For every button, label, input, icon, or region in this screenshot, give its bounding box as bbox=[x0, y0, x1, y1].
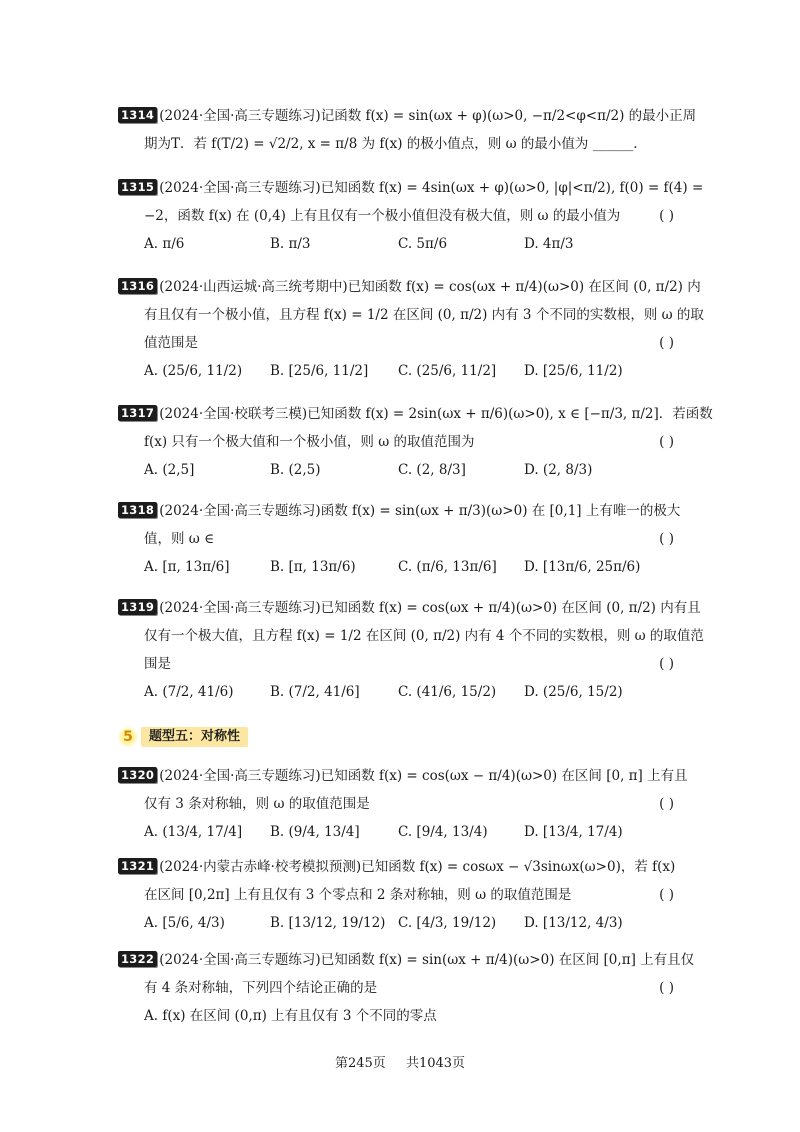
problem-1322 bbox=[118, 946, 695, 1030]
option-a: A. (2,5] bbox=[144, 462, 195, 478]
answer-bracket: ( ) bbox=[659, 796, 674, 812]
options-row bbox=[118, 230, 678, 258]
problem-1314 bbox=[118, 102, 697, 158]
option-a: A. [5/6, 4/3) bbox=[144, 915, 225, 931]
problem-1315 bbox=[118, 174, 704, 258]
page-footer bbox=[0, 1052, 800, 1071]
option-a: A. (7/2, 41/6) bbox=[144, 684, 234, 700]
option-c: C. 5π/6 bbox=[398, 236, 448, 252]
page-number: 第245页 bbox=[334, 1056, 386, 1071]
problem-1319 bbox=[118, 594, 704, 706]
problem-1317 bbox=[118, 400, 713, 484]
option-a: A. [π, 13π/6] bbox=[144, 559, 230, 575]
section-header bbox=[117, 725, 248, 749]
option-b: B. (9/4, 13/4] bbox=[270, 824, 360, 840]
option-d: D. [13/12, 4/3) bbox=[524, 915, 623, 931]
problem-number-badge: 1318 bbox=[118, 502, 157, 518]
problem-text-line: (2024·全国·高三专题练习)记函数 f(x) = sin(ωx + φ)(ω>0, −π/2<φ<π/2) 的最小正周 bbox=[159, 108, 697, 124]
page-total: 共1043页 bbox=[405, 1056, 466, 1071]
problem-text-line: 期为T．若 f(T/2) = √2/2, x = π/8 为 f(x) 的极小值点，则 ω 的最小值为 ______. bbox=[144, 136, 638, 152]
problem-number-badge: 1316 bbox=[118, 278, 157, 294]
problem-text-line: (2024·山西运城·高三统考期中)已知函数 f(x) = cos(ωx + π/4)(ω>0) 在区间 (0, π/2) 内 bbox=[159, 279, 701, 295]
answer-bracket: ( ) bbox=[659, 887, 674, 903]
problem-text-line: (2024·全国·高三专题练习)函数 f(x) = sin(ωx + π/3)(ω>0) 在 [0,1] 上有唯一的极大 bbox=[159, 503, 681, 519]
options-row bbox=[118, 357, 678, 385]
problem-text-line: 仅有 3 条对称轴，则 ω 的取值范围是 bbox=[144, 796, 370, 812]
option-c: C. (2, 8/3] bbox=[398, 462, 466, 478]
problem-number-badge: 1319 bbox=[118, 599, 157, 615]
options-row bbox=[118, 553, 678, 581]
problem-1321 bbox=[118, 853, 678, 937]
problem-text-line: 仅有一个极大值，且方程 f(x) = 1/2 在区间 (0, π/2) 内有 4 个不同的实数根，则 ω 的取值范 bbox=[144, 628, 704, 644]
problem-text-line: (2024·全国·高三专题练习)已知函数 f(x) = sin(ωx + π/4)(ω>0) 在区间 [0,π] 上有且仅 bbox=[159, 952, 695, 968]
options-row bbox=[118, 909, 678, 937]
answer-bracket: ( ) bbox=[659, 208, 674, 224]
problem-text-line: 值范围是 bbox=[144, 335, 198, 351]
problem-text-line: (2024·全国·高三专题练习)已知函数 f(x) = cos(ωx − π/4)(ω>0) 在区间 [0, π] 上有且 bbox=[159, 768, 688, 784]
problem-text-line: 围是 bbox=[144, 656, 171, 672]
option-b: B. π/3 bbox=[270, 236, 311, 252]
problem-text-line: 有且仅有一个极小值，且方程 f(x) = 1/2 在区间 (0, π/2) 内有 3 个不同的实数根，则 ω 的取 bbox=[144, 307, 704, 323]
answer-bracket: ( ) bbox=[659, 980, 674, 996]
problem-number-badge: 1317 bbox=[118, 405, 157, 421]
option-c: C. (π/6, 13π/6] bbox=[398, 559, 497, 575]
option-d: D. 4π/3 bbox=[524, 236, 574, 252]
options-row bbox=[118, 818, 678, 846]
problem-text-line: (2024·内蒙古赤峰·校考模拟预测)已知函数 f(x) = cosωx − √3sinωx(ω>0)，若 f(x) bbox=[159, 859, 676, 875]
option-c: C. [4/3, 19/12) bbox=[398, 915, 497, 931]
problem-text-line: (2024·全国·校联考三模)已知函数 f(x) = 2sin(ωx + π/6)(ω>0), x ∈ [−π/3, π/2]．若函数 bbox=[159, 406, 713, 422]
problem-text-line: (2024·全国·高三专题练习)已知函数 f(x) = cos(ωx + π/4)(ω>0) 在区间 (0, π/2) 内有且 bbox=[159, 600, 701, 616]
problem-1316 bbox=[118, 273, 704, 385]
option-b: B. [13/12, 19/12) bbox=[270, 915, 386, 931]
problem-number-badge: 1315 bbox=[118, 179, 157, 195]
option-c: C. (25/6, 11/2] bbox=[398, 363, 497, 379]
problem-number-badge: 1320 bbox=[118, 767, 157, 783]
problem-number-badge: 1314 bbox=[118, 107, 157, 123]
option-d: D. [13/4, 17/4) bbox=[524, 824, 623, 840]
option-a: A. (25/6, 11/2) bbox=[144, 363, 243, 379]
answer-bracket: ( ) bbox=[659, 656, 674, 672]
option-a: A. π/6 bbox=[144, 236, 185, 252]
option-c: C. (41/6, 15/2) bbox=[398, 684, 497, 700]
options-row bbox=[118, 678, 678, 706]
problem-number-badge: 1321 bbox=[118, 858, 157, 874]
options-row bbox=[118, 456, 678, 484]
option-a: A. f(x) 在区间 (0,π) 上有且仅有 3 个不同的零点 bbox=[144, 1008, 437, 1024]
problem-text-line: 在区间 [0,2π] 上有且仅有 3 个零点和 2 条对称轴，则 ω 的取值范围是 bbox=[144, 887, 572, 903]
problem-text-line: (2024·全国·高三专题练习)已知函数 f(x) = 4sin(ωx + φ)(ω>0, |φ|<π/2), f(0) = f(4) = bbox=[159, 180, 704, 196]
section-number-icon: 5 bbox=[117, 726, 139, 748]
option-b: B. (7/2, 41/6] bbox=[270, 684, 360, 700]
option-d: D. (25/6, 15/2) bbox=[524, 684, 623, 700]
option-b: B. (2,5) bbox=[270, 462, 321, 478]
option-d: D. [13π/6, 25π/6) bbox=[524, 559, 641, 575]
section-title: 题型五：对称性 bbox=[141, 727, 248, 747]
problem-text-line: 值，则 ω ∈ bbox=[144, 531, 215, 547]
problem-1318 bbox=[118, 497, 681, 581]
option-a: A. (13/4, 17/4] bbox=[144, 824, 243, 840]
option-c: C. [9/4, 13/4) bbox=[398, 824, 488, 840]
problem-text-line: −2，函数 f(x) 在 (0,4) 上有且仅有一个极小值但没有极大值，则 ω 的最小值为 bbox=[144, 208, 621, 224]
option-d: D. [25/6, 11/2) bbox=[524, 363, 623, 379]
option-b: B. [25/6, 11/2] bbox=[270, 363, 369, 379]
answer-bracket: ( ) bbox=[659, 434, 674, 450]
problem-text-line: 有 4 条对称轴，下列四个结论正确的是 bbox=[144, 980, 378, 996]
problem-1320 bbox=[118, 762, 688, 846]
problem-number-badge: 1322 bbox=[118, 951, 157, 967]
answer-bracket: ( ) bbox=[659, 531, 674, 547]
answer-bracket: ( ) bbox=[659, 335, 674, 351]
option-b: B. [π, 13π/6) bbox=[270, 559, 356, 575]
option-d: D. (2, 8/3) bbox=[524, 462, 593, 478]
problem-text-line: f(x) 只有一个极大值和一个极小值，则 ω 的取值范围为 bbox=[144, 434, 475, 450]
